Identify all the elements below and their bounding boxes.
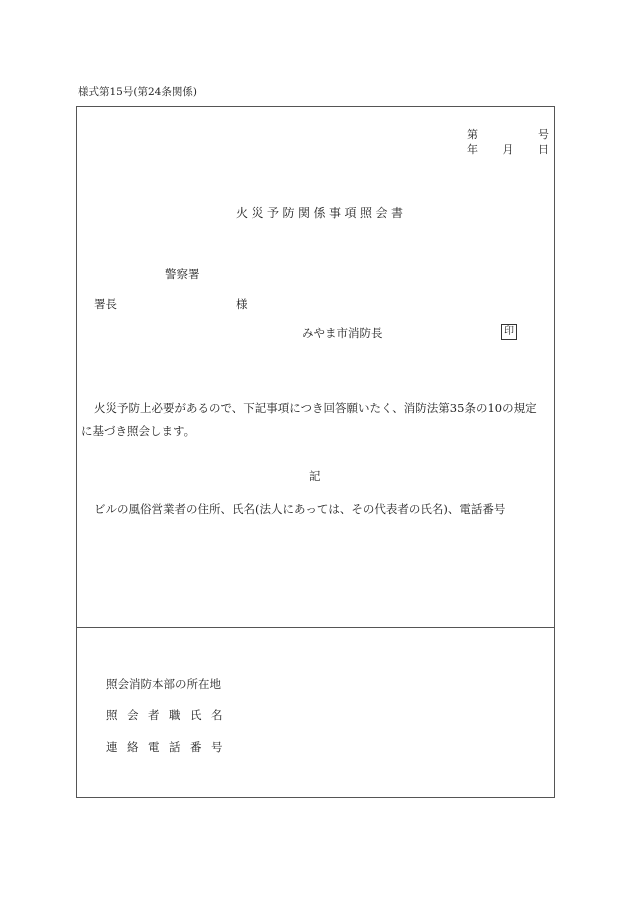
ki-heading: 記 — [309, 469, 321, 483]
section-divider — [76, 627, 555, 628]
date-day: 日 — [538, 143, 549, 156]
footer-inquirer-label: 照会者職氏名 — [106, 708, 232, 722]
seal-mark: 印 — [501, 324, 517, 340]
chief-label: 署長 — [94, 297, 117, 311]
date-line — [467, 141, 549, 157]
body-text — [82, 397, 550, 443]
footer-address-label: 照会消防本部の所在地 — [106, 677, 221, 691]
document-number-line — [467, 126, 549, 142]
inquiry-item: ビルの風俗営業者の住所、氏名(法人にあっては、その代表者の氏名)、電話番号 — [94, 502, 506, 516]
date-year: 年 — [467, 143, 478, 156]
form-code: 様式第15号(第24条関係) — [78, 86, 197, 98]
number-prefix: 第 — [467, 128, 478, 141]
number-suffix: 号 — [538, 128, 549, 141]
honorific: 様 — [236, 297, 248, 311]
body-line-2: に基づき照会します。 — [81, 424, 196, 438]
sender-name: みやま市消防長 — [302, 326, 383, 340]
date-month: 月 — [502, 143, 514, 156]
police-station-label: 警察署 — [165, 267, 200, 281]
body-line-1: 火災予防上必要があるので、下記事項につき回答願いたく、消防法第35条の10の規定 — [94, 401, 537, 415]
footer-phone-label: 連絡電話番号 — [106, 740, 232, 754]
document-title: 火災予防関係事項照会書 — [236, 206, 407, 220]
